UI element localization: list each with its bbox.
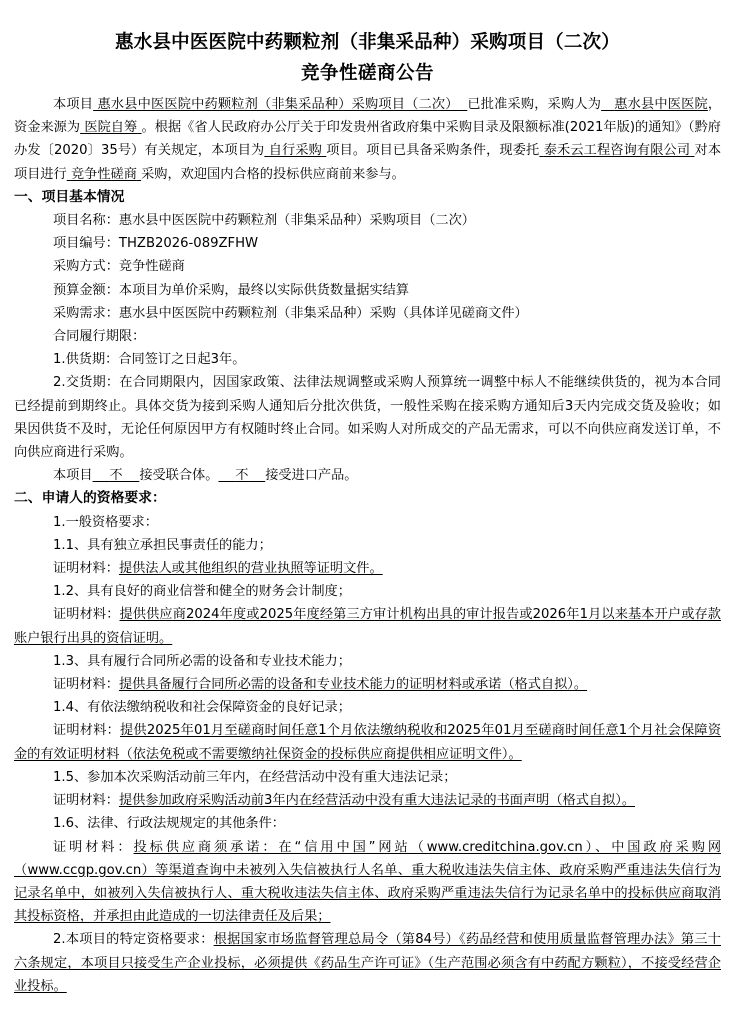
requirements-line: 采购需求：惠水县中医医院中药颗粒剂（非集采品种）采购（具体详见磋商文件）	[53, 305, 528, 321]
intro-paragraph	[14, 93, 721, 186]
intro-text-5: 项目。项目已具备采购条件，现委托	[326, 143, 540, 159]
method-field: 竞争性磋商	[70, 166, 137, 182]
intro-text-3: ，资金来源为	[14, 97, 722, 136]
agency-field: 泰禾云工程咨询有限公司	[543, 143, 691, 159]
procurement-form-field: 自行采购	[268, 143, 322, 159]
section2-heading: 二、申请人的资格要求：	[14, 490, 166, 507]
intro-text-1: 本项目	[53, 97, 94, 112]
proof-1-3: 证明材料：提供具备履行合同所必需的设备和专业技术能力的证明材料或承诺（格式自拟）。	[53, 677, 588, 693]
project-name-line: 项目名称：惠水县中医医院中药颗粒剂（非集采品种）采购项目（二次）	[53, 213, 475, 229]
intro-text-2: 已批准采购，采购人为	[467, 97, 602, 112]
intro-text-6: 对本项目进行	[14, 143, 722, 182]
budget-line: 预算金额：本项目为单价采购，最终以实际供货数量据实结算	[53, 282, 410, 298]
procurement-method-line: 采购方式：竞争性磋商	[53, 259, 185, 275]
special-requirements: 2.本项目的特定资格要求：根据国家市场监督管理总局令（第84号）《药品经营和使用质量监督管理办法》第三十六条规定，本项目只接受生产企业投标，必须提供《药品生产许可证》（生产范围必须含有中药配方颗粒），不接受经营企业投标。	[14, 932, 721, 994]
document-title: 惠水县中医医院中药颗粒剂（非集采品种）采购项目（二次）	[115, 32, 620, 53]
requirement-1-3: 1.3、具有履行合同所必需的设备和专业技术能力；	[53, 653, 351, 669]
intro-text-4: 。根据《省人民政府办公厅关于印发贵州省政府集中采购目录及限额标准(2021年版)的通知》（黔府办发〔2020〕35号）有关规定，本项目为	[14, 120, 721, 159]
consortium-line: 本项目 不 接受联合体。 不 接受进口产品。	[53, 468, 358, 484]
import-field: 不	[235, 468, 249, 484]
fund-source-field: 医院自筹	[84, 120, 138, 136]
proof-1-5: 证明材料：提供参加政府采购活动前3年内在经营活动中没有重大违法记录的书面声明（格式自拟）。	[53, 793, 636, 809]
project-code-line: 项目编号：THZB2026-089ZFHW	[53, 236, 259, 252]
purchaser-field: 惠水县中医医院	[614, 97, 708, 112]
proof-1-1: 证明材料：提供法人或其他组织的营业执照等证明文件。	[53, 561, 383, 577]
requirement-1-4: 1.4、有依法缴纳税收和社会保障资金的良好记录；	[53, 700, 351, 716]
proof-1-4: 证明材料：提供2025年01月至磋商时间任意1个月依法缴纳税收和2025年01月至磋商时间任意1个月社会保障资金的有效证明材料（依法免税或不需要缴纳社保资金的投标供应商提供相应证明文件）。	[14, 723, 722, 762]
supply-period-line: 1.供货期：合同签订之日起3年。	[53, 352, 246, 368]
document-subtitle: 竞争性磋商公告	[300, 63, 434, 84]
contract-period-line: 合同履行期限：	[53, 329, 146, 345]
general-requirements-line: 1.一般资格要求：	[53, 514, 158, 530]
intro-text-7: 采购，欢迎国内合格的投标供应商前来参与。	[141, 166, 405, 182]
requirement-1-5: 1.5、参加本次采购活动前三年内，在经营活动中没有重大违法记录；	[53, 769, 457, 785]
proof-1-6: 证明材料：投标供应商须承诺：在“信用中国”网站（www.creditchina.gov.cn）、中国政府采购网（www.ccgp.gov.cn）等渠道查询中未被列入失信被执行人名单、重大税收违法失信主体、政府采购严重违法失信行为记录名单中，如被列入失信被执行人、重大税收违法失信主体、政府采购严重违法失信行为记录名单中的投标供应商取消其投标资格，并承担由此造成的一切法律责任及后果；	[14, 839, 722, 925]
consortium-field: 不	[109, 468, 123, 484]
project-name-field: 惠水县中医医院中药颗粒剂（非集采品种）采购项目（二次）	[97, 97, 459, 112]
delivery-paragraph: 2.交货期：在合同期限内，因国家政策、法律法规调整或采购人预算统一调整中标人不能继续供货的，视为本合同已经提前到期终止。具体交货为接到采购人通知后分批次供货，一般性采购在接采购方通知后3天内完成交货及验收；如果因供货不及时，无论任何原因甲方有权随时终止合同。如采购人对所成交的产品无需求，可以不向供应商发送订单，不向供应商进行采购。	[14, 375, 721, 461]
proof-1-2: 证明材料：提供供应商2024年度或2025年度经第三方审计机构出具的审计报告或2026年1月以来基本开户或存款账户银行出具的资信证明。	[14, 607, 721, 646]
requirement-1-6: 1.6、法律、行政法规规定的其他条件：	[53, 816, 285, 832]
section1-heading: 一、项目基本情况	[14, 188, 125, 205]
requirement-1-1: 1.1、具有独立承担民事责任的能力；	[53, 537, 272, 553]
requirement-1-2: 1.2、具有良好的商业信誉和健全的财务会计制度；	[53, 584, 351, 600]
